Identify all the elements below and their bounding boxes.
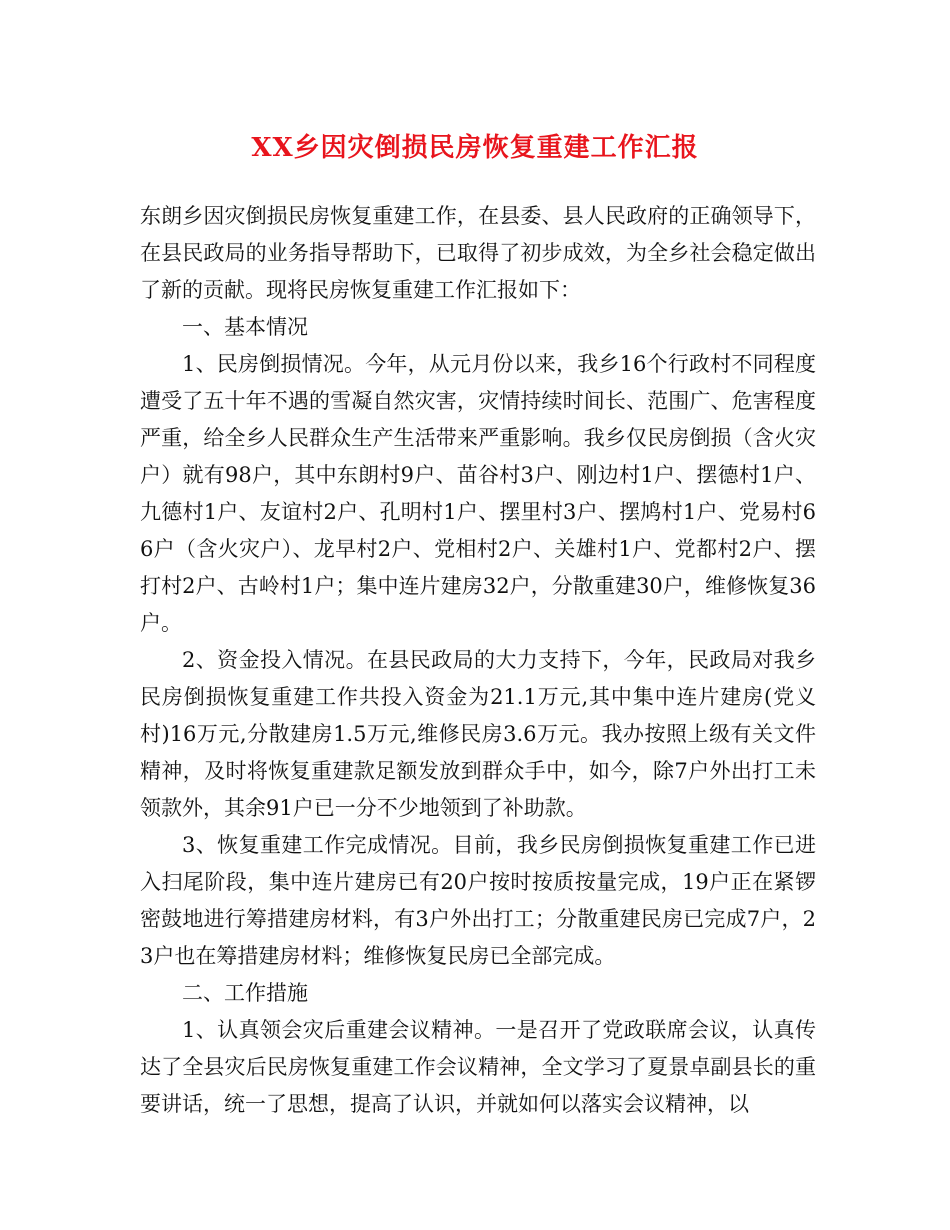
document-title: XX乡因灾倒损民房恢复重建工作汇报 [251,133,699,163]
document-body [140,198,816,1123]
paragraph-housing-damage: 1、民房倒损情况。今年，从元月份以来，我乡16个行政村不同程度遭受了五十年不遇的雪凝自然灾害，灾情持续时间长、范围广、危害程度严重，给全乡人民群众生产生活带来严重影响。我乡仅民房倒损（含火灾户）就有98户，其中东朗村9户、苗谷村3户、刚边村1户、摆德村1户、九德村1户、友谊村2户、孔明村1户、摆里村3户、摆鸠村1户、党易村66户（含火灾户）、龙早村2户、党相村2户、关雄村1户、党都村2户、摆打村2户、古岭村1户；集中连片建房32户，分散重建30户，维修恢复36户。 [140,352,816,635]
paragraph-funding: 2、资金投入情况。在县民政局的大力支持下，今年，民政局对我乡民房倒损恢复重建工作共投入资金为21.1万元,其中集中连片建房(党义村)16万元,分散建房1.5万元,维修民房3.6万元。我办按照上级有关文件精神，及时将恢复重建款足额发放到群众手中，如今，除7户外出打工未领款外，其余91户已一分不少地领到了补助款。 [140,648,816,820]
paragraph-progress: 3、恢复重建工作完成情况。目前，我乡民房倒损恢复重建工作已进入扫尾阶段，集中连片建房已有20户按时按质按量完成，19户正在紧锣密鼓地进行筹措建房材料，有3户外出打工；分散重建民房已完成7户，23户也在筹措建房材料；维修恢复民房已全部完成。 [140,833,816,968]
section-heading-measures: 二、工作措施 [182,981,308,1005]
paragraph-measure-1: 1、认真领会灾后重建会议精神。一是召开了党政联席会议，认真传达了全县灾后民房恢复重建工作会议精神，全文学习了夏景卓副县长的重要讲话，统一了思想，提高了认识，并就如何以落实会议精神，以 [140,1018,816,1116]
section-heading-basic-situation: 一、基本情况 [182,315,308,339]
paragraph-intro: 东朗乡因灾倒损民房恢复重建工作，在县委、县人民政府的正确领导下，在县民政局的业务指导帮助下，已取得了初步成效，为全乡社会稳定做出了新的贡献。现将民房恢复重建工作汇报如下： [140,204,816,302]
